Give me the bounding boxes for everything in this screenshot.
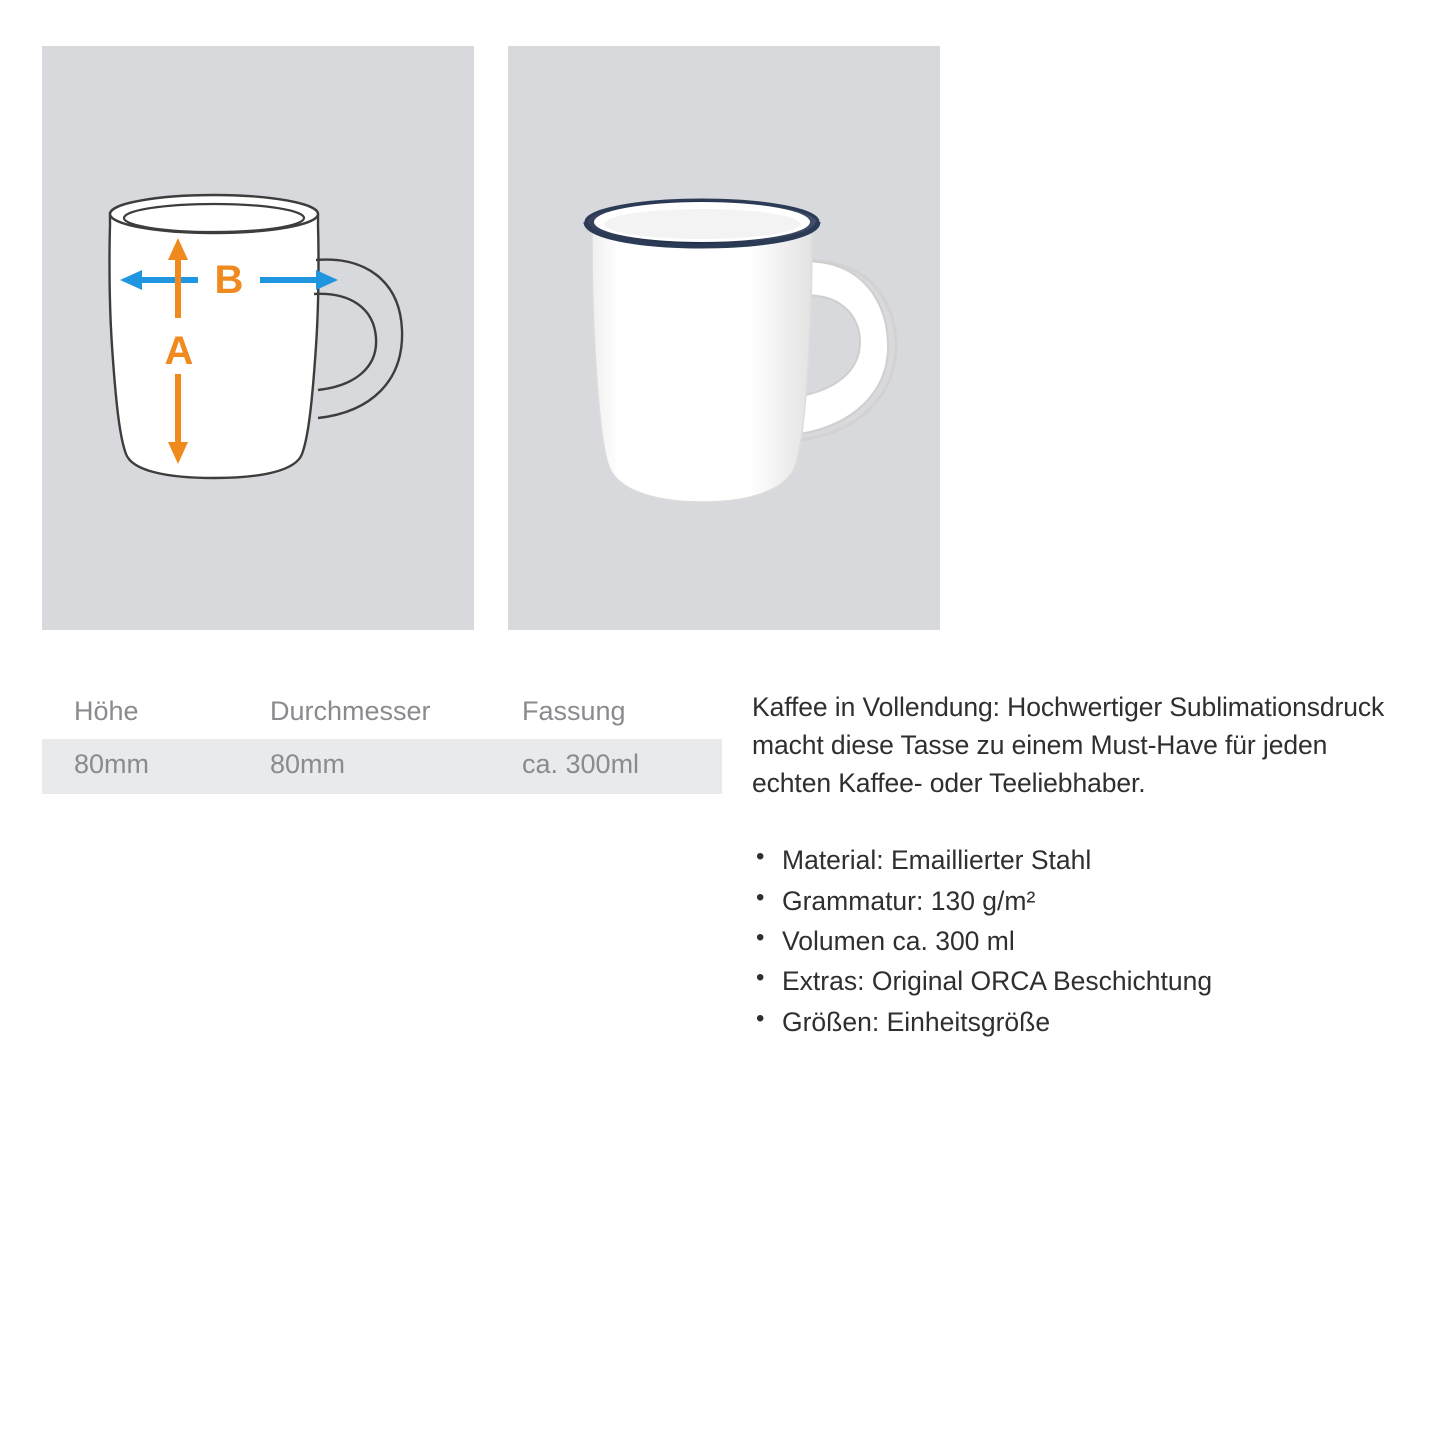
feature-text: Grammatur: 130 g/m²	[782, 885, 1036, 916]
bullet-icon: •	[756, 843, 765, 871]
image-panels	[42, 46, 940, 630]
description-column	[752, 688, 1392, 1042]
column-header-capacity: Fassung	[490, 686, 722, 739]
bullet-icon: •	[756, 924, 765, 951]
list-item	[752, 961, 1392, 1001]
list-item	[752, 921, 1392, 961]
feature-text: Volumen ca. 300 ml	[782, 926, 1015, 956]
table-row	[42, 739, 722, 794]
cell-height-value: 80mm	[42, 739, 238, 794]
bullet-icon: •	[756, 883, 765, 911]
product-photo-panel	[508, 46, 940, 630]
bullet-icon: •	[756, 1004, 765, 1032]
cell-capacity-value: ca. 300ml	[490, 739, 722, 794]
column-header-height: Höhe	[42, 686, 238, 739]
table-header-row	[42, 686, 722, 739]
enamel-mug-photo	[508, 46, 940, 630]
svg-text:A: A	[164, 329, 194, 373]
list-item	[752, 881, 1392, 921]
cell-diameter-value: 80mm	[238, 739, 490, 794]
technical-drawing-panel	[42, 46, 474, 630]
feature-text: Material: Emaillierter Stahl	[782, 845, 1092, 876]
svg-text:B: B	[214, 258, 244, 302]
description-paragraph: Kaffee in Vollendung: Hochwertiger Sublimationsdruck macht diese Tasse zu einem Must-Have für jeden echten Kaffee- oder Teeliebhaber.	[752, 692, 1385, 799]
feature-text: Größen: Einheitsgröße	[782, 1006, 1051, 1037]
specification-table	[42, 686, 722, 794]
column-header-diameter: Durchmesser	[238, 686, 490, 739]
feature-list	[752, 840, 1392, 1041]
mug-dimension-diagram	[42, 46, 474, 630]
feature-text: Extras: Original ORCA Beschichtung	[782, 966, 1213, 997]
list-item	[752, 840, 1392, 880]
bullet-icon: •	[756, 964, 765, 992]
list-item	[752, 1002, 1392, 1042]
